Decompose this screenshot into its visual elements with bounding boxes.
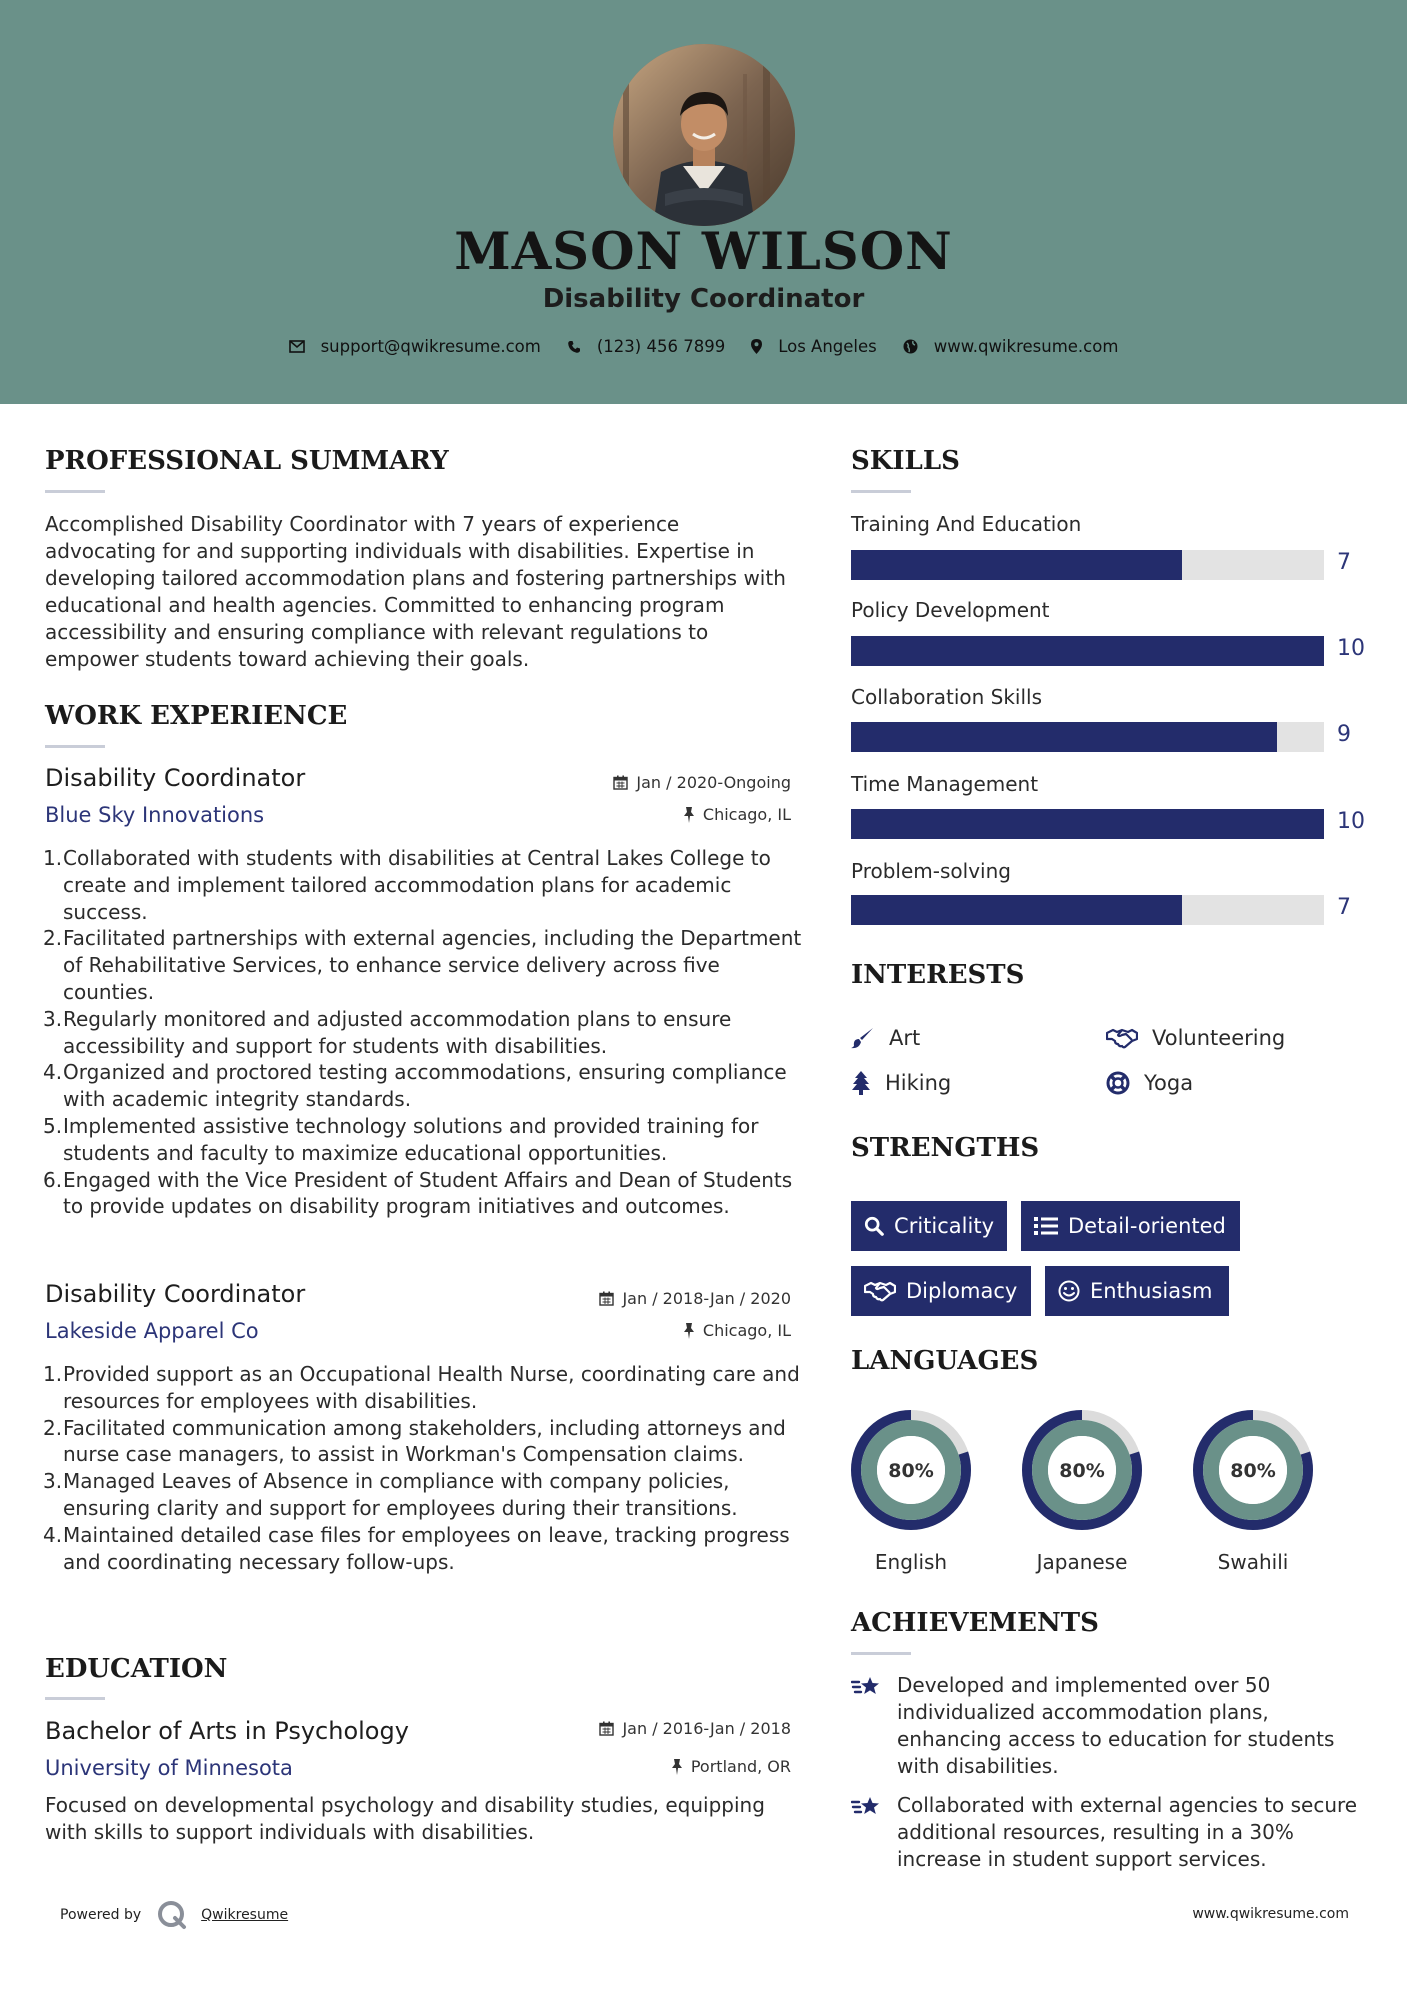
language-english-percent: 80% — [888, 1460, 934, 1482]
education-degree: Bachelor of Arts in Psychology — [45, 1717, 409, 1745]
job-1-location-text: Chicago, IL — [702, 805, 791, 824]
contact-location-text: Los Angeles — [778, 337, 877, 356]
award-star-icon — [851, 1674, 883, 1700]
strength-detail-oriented — [1021, 1201, 1240, 1251]
skill-3-bar-fill — [851, 722, 1277, 752]
skill-1-bar-fill — [851, 550, 1182, 580]
skills-heading: SKILLS — [851, 446, 960, 476]
experience-heading-rule — [45, 745, 105, 748]
interest-art-label: Art — [889, 1026, 921, 1050]
candidate-title: Disability Coordinator — [542, 284, 865, 314]
skill-2-score: 10 — [1337, 636, 1365, 661]
job-1-company: Blue Sky Innovations — [45, 803, 265, 827]
paintbrush-icon — [851, 1027, 875, 1049]
skill-5-bar-fill — [851, 895, 1182, 925]
summary-text: Accomplished Disability Coordinator with 7 years of experience advocating for and supporting individuals with disabilities. Expertise in developing tailored accommodation plans and fostering partnerships with educational and health agencies. Committed to enhancing program accessibility and ensuring compliance with relevant regulations to empower students toward achieving their goals. — [45, 512, 786, 671]
footer-url[interactable]: www.qwikresume.com — [1192, 1906, 1349, 1922]
strength-criticality — [851, 1201, 1007, 1251]
contact-email-text: support@qwikresume.com — [320, 337, 541, 356]
education-heading: EDUCATION — [45, 1654, 228, 1684]
calendar-icon — [613, 775, 628, 790]
interest-hiking — [851, 1071, 951, 1095]
list-item: Maintained detailed case files for employees on leave, tracking progress and coordinating necessary follow-ups. — [63, 1522, 790, 1574]
footer-brand-link[interactable]: Qwikresume — [201, 1907, 289, 1923]
map-pin-icon — [751, 339, 762, 354]
skill-2-label: Policy Development — [851, 598, 1050, 622]
profile-photo — [613, 44, 795, 226]
education-heading-rule — [45, 1697, 105, 1700]
list-icon — [1034, 1216, 1058, 1236]
job-1-title: Disability Coordinator — [45, 764, 306, 792]
skill-5-bar — [851, 895, 1324, 925]
achievement-2-text: Collaborated with external agencies to secure additional resources, resulting in a 30% increase in student support services. — [897, 1793, 1358, 1871]
tree-icon — [851, 1071, 871, 1095]
interest-yoga — [1106, 1071, 1193, 1095]
search-icon — [864, 1215, 884, 1237]
education-school: University of Minnesota — [45, 1756, 293, 1780]
language-japanese-label: Japanese — [1036, 1550, 1128, 1574]
contact-email[interactable] — [289, 337, 541, 356]
handshake-icon — [1106, 1027, 1138, 1049]
contact-location — [751, 337, 877, 356]
list-item: Collaborated with students with disabilities at Central Lakes College to create and implement tailored accommodation plans for academic success. — [63, 846, 771, 924]
summary-heading: PROFESSIONAL SUMMARY — [45, 446, 449, 476]
strengths-heading: STRENGTHS — [851, 1133, 1040, 1163]
skill-2-bar — [851, 636, 1324, 666]
list-item: Facilitated partnerships with external agencies, including the Department of Rehabilitative Services, to enhance service delivery across five counties. — [63, 926, 802, 1004]
interest-yoga-label: Yoga — [1144, 1071, 1194, 1095]
job-1-bullets — [45, 845, 815, 1220]
language-japanese — [1020, 1408, 1144, 1574]
achievement-1 — [851, 1672, 1361, 1780]
achievements-heading-rule — [851, 1652, 911, 1655]
footer-powered-label: Powered by — [60, 1907, 142, 1923]
job-1-dates-text: Jan / 2020-Ongoing — [636, 773, 791, 792]
job-2-dates — [599, 1289, 791, 1308]
skill-4-label: Time Management — [851, 772, 1039, 796]
contact-website[interactable] — [903, 337, 1119, 356]
globe-icon — [903, 339, 918, 354]
contact-website-text: www.qwikresume.com — [933, 337, 1119, 356]
job-2-company: Lakeside Apparel Co — [45, 1319, 259, 1343]
skill-1-bar — [851, 550, 1324, 580]
job-2-bullets — [45, 1361, 815, 1575]
lifebuoy-icon — [1106, 1071, 1130, 1095]
calendar-icon — [599, 1721, 614, 1736]
job-2-title: Disability Coordinator — [45, 1280, 306, 1308]
achievements-heading: ACHIEVEMENTS — [851, 1608, 1099, 1638]
award-star-icon — [851, 1794, 883, 1820]
list-item: Facilitated communication among stakeholders, including attorneys and nurse case managers, to assist in Workman's Compensation claims. — [63, 1415, 786, 1467]
qwikresume-logo-icon — [157, 1900, 187, 1930]
list-item: Engaged with the Vice President of Student Affairs and Dean of Students to provide updates on disability program initiatives and outcomes. — [63, 1167, 793, 1219]
language-swahili — [1191, 1408, 1315, 1574]
skill-3-bar — [851, 722, 1324, 752]
list-item: Regularly monitored and adjusted accommodation plans to ensure accessibility and support for students with disabilities. — [63, 1006, 732, 1058]
language-swahili-ring — [1191, 1408, 1315, 1532]
strength-criticality-label: Criticality — [894, 1214, 994, 1238]
contact-phone-text: (123) 456 7899 — [596, 337, 726, 356]
skill-4-bar-fill — [851, 809, 1324, 839]
smile-icon — [1058, 1280, 1080, 1302]
candidate-name: MASON WILSON — [454, 222, 953, 282]
pin-icon — [683, 1323, 695, 1339]
education-dates — [599, 1719, 791, 1738]
pin-icon — [671, 1759, 683, 1775]
list-item: Managed Leaves of Absence in compliance with company policies, ensuring clarity and support for employees during their transitions. — [63, 1469, 738, 1520]
language-japanese-ring — [1020, 1408, 1144, 1532]
skill-4-bar — [851, 809, 1324, 839]
header-banner — [0, 0, 1407, 404]
list-item: Organized and proctored testing accommodations, ensuring compliance with academic integrity standards. — [63, 1060, 787, 1112]
interests-heading: INTERESTS — [851, 960, 1025, 990]
job-2-location-text: Chicago, IL — [702, 1321, 791, 1340]
job-2-dates-text: Jan / 2018-Jan / 2020 — [622, 1289, 791, 1308]
skill-5-label: Problem-solving — [851, 859, 1011, 883]
strength-enthusiasm-label: Enthusiasm — [1090, 1279, 1213, 1303]
language-english-ring — [849, 1408, 973, 1532]
pin-icon — [683, 807, 695, 823]
skill-5-score: 7 — [1337, 895, 1351, 920]
interest-art — [851, 1026, 920, 1050]
contact-phone[interactable] — [567, 337, 725, 356]
experience-heading: WORK EXPERIENCE — [45, 701, 348, 731]
footer-powered-by — [60, 1900, 288, 1930]
calendar-icon — [599, 1291, 614, 1306]
contact-bar — [0, 337, 1407, 356]
skill-1-label: Training And Education — [851, 512, 1082, 536]
job-2-location — [683, 1321, 791, 1340]
job-1-location — [683, 805, 791, 824]
skill-1-score: 7 — [1337, 550, 1351, 575]
list-item: Implemented assistive technology solutions and provided training for students and faculty to maximize educational opportunities. — [63, 1113, 759, 1165]
skill-3-score: 9 — [1337, 722, 1351, 747]
interest-hiking-label: Hiking — [885, 1071, 952, 1095]
achievement-2 — [851, 1792, 1361, 1873]
education-description: Focused on developmental psychology and disability studies, equipping with skills to support individuals with disabilities. — [45, 1793, 765, 1844]
language-japanese-percent: 80% — [1059, 1460, 1105, 1482]
envelope-icon — [289, 340, 305, 353]
strength-diplomacy-label: Diplomacy — [906, 1279, 1018, 1303]
achievement-1-text: Developed and implemented over 50 individualized accommodation plans, enhancing access to education for students with disabilities. — [897, 1673, 1335, 1778]
strength-enthusiasm — [1045, 1266, 1229, 1316]
job-1-dates — [613, 773, 791, 792]
summary-heading-rule — [45, 490, 105, 493]
skill-2-bar-fill — [851, 636, 1324, 666]
handshake-icon — [864, 1280, 896, 1302]
list-item: Provided support as an Occupational Health Nurse, coordinating care and resources for employees with disabilities. — [63, 1362, 800, 1413]
language-english-label: English — [874, 1550, 948, 1574]
phone-icon — [567, 340, 581, 354]
languages-heading: LANGUAGES — [851, 1346, 1039, 1376]
interest-volunteering — [1106, 1026, 1285, 1050]
education-dates-text: Jan / 2016-Jan / 2018 — [622, 1719, 791, 1738]
language-swahili-label: Swahili — [1217, 1550, 1289, 1574]
language-swahili-percent: 80% — [1230, 1460, 1276, 1482]
strength-diplomacy — [851, 1266, 1031, 1316]
interest-volunteering-label: Volunteering — [1152, 1026, 1286, 1050]
education-location — [671, 1757, 791, 1776]
skill-3-label: Collaboration Skills — [851, 685, 1043, 709]
skill-4-score: 10 — [1337, 809, 1365, 834]
education-location-text: Portland, OR — [690, 1757, 791, 1776]
language-english — [849, 1408, 973, 1574]
skills-heading-rule — [851, 490, 911, 493]
strength-detail-oriented-label: Detail-oriented — [1068, 1214, 1226, 1238]
